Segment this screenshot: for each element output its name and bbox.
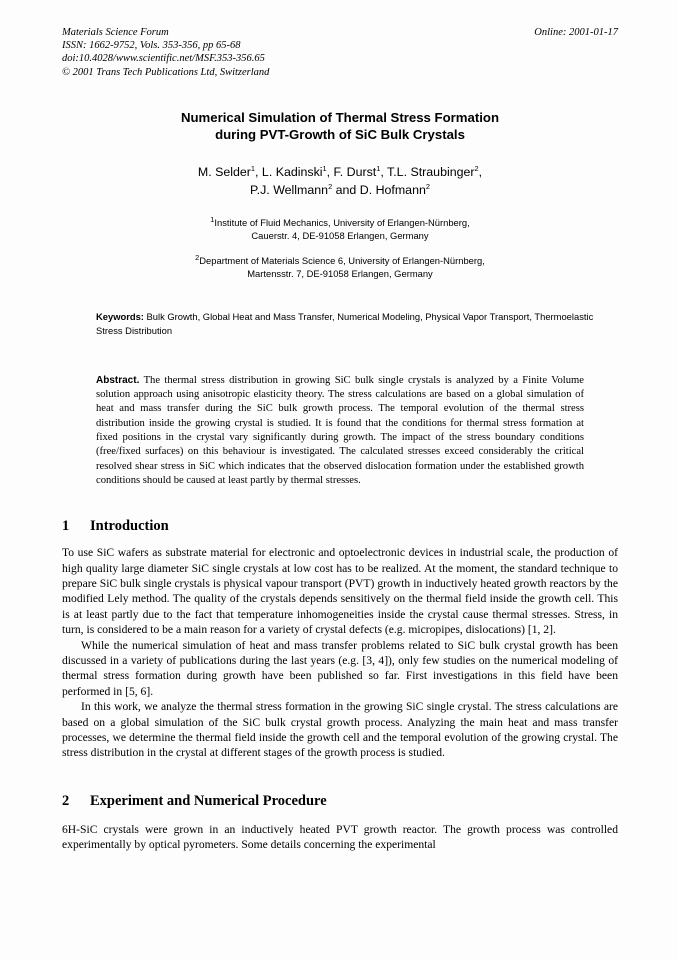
affiliation-2-line-2: Martensstr. 7, DE-91058 Erlangen, Germany xyxy=(247,267,433,279)
affiliation-2-line-1: $^2$Department of Materials Science 6, University of Erlangen-Nürnberg, xyxy=(195,252,485,266)
section-1-body xyxy=(62,545,618,761)
paragraph: 6H-SiC crystals were grown in an inductively heated PVT growth reactor. The growth process was controlled experimentally by optical pyrometers. Some details concerning the experimental xyxy=(62,822,618,852)
keywords-text: Bulk Growth, Global Heat and Mass Transfer, Numerical Modeling, Physical Vapor Transport, Thermoelastic Stress Distribution xyxy=(96,310,594,336)
header-journal-info xyxy=(62,26,392,79)
section-2-title: Experiment and Numerical Procedure xyxy=(90,792,327,809)
title-line-2: during PVT-Growth of SiC Bulk Crystals xyxy=(215,126,465,142)
copyright-line: © 2001 Trans Tech Publications Ltd, Switzerland xyxy=(62,66,270,78)
section-2-body xyxy=(62,822,618,853)
page-title xyxy=(62,109,618,143)
journal-name: Materials Science Forum xyxy=(62,27,169,38)
section-1-number: 1 xyxy=(62,518,70,535)
keywords-block xyxy=(62,310,618,338)
issn-line: ISSN: 1662-9752, Vols. 353-356, pp 65-68 xyxy=(62,40,241,52)
doi-line: doi:10.4028/www.scientific.net/MSF.353-356.65 xyxy=(62,53,265,65)
paragraph: While the numerical simulation of heat and mass transfer problems related to SiC bulk crystal growth has been discussed in a variety of publications during the last years (e.g. [3, 4]), only few studies on the numerical modeling of thermal stress formation during growth have been published so far. First investigations in this field have been performed in [5, 6]. xyxy=(62,638,618,698)
abstract-block xyxy=(62,374,618,488)
section-heading-2 xyxy=(62,793,618,810)
section-1-title: Introduction xyxy=(90,518,169,535)
section-heading-1 xyxy=(62,518,618,535)
page-header xyxy=(62,26,618,79)
author-line-2: P.J. Wellmann$^2$ and D. Hofmann$^2$ xyxy=(250,181,430,197)
paragraph: To use SiC wafers as substrate material for electronic and optoelectronic devices in industrial scale, the production of high quality large diameter SiC single crystals at low cost has to be realized. At the moment, the standard technique to prepare SiC bulk single crystals is physical vapour transport (PVT) growth in inductively heated growth reactors by the modified Lely method. The quality of the crystals depends sensitively on the thermal field inside the growth cell. This is at least partly due to the fact that temperature inhomogeneities inside the crystal cause thermal stresses. Stress, in turn, is considered to be a main reason for a variety of crystal defects (e.g. micropipes, dislocations) [1, 2]. xyxy=(62,546,618,637)
paragraph: In this work, we analyze the thermal stress formation in the growing SiC single crystal. The stress calculations are based on a global simulation of the SiC bulk crystal growth process. Analyzing the main heat and mass transfer processes, we determine the thermal field inside the growth cell and the temporal evolution of the growing crystal. The stress distribution in the crystal at different stages of the growth process is studied. xyxy=(62,700,618,760)
affiliation-1 xyxy=(62,216,618,242)
abstract-text: The thermal stress distribution in growing SiC bulk single crystals is analyzed by a Finite Volume solution approach using anisotropic elasticity theory. The stress calculations are based on a global simulation of heat and mass transfer during the SiC bulk growth process. The temporal evolution of the thermal stress distribution inside the growing crystal is studied. It is found that the conditions for thermal stress formation at fixed positions in the crystal vary significantly during growth. The impact of the stress boundary conditions (free/fixed surfaces) on this behaviour is investigated. The calculated stresses exceed considerably the critical resolved shear stress in SiC which indicates that the observed dislocation formation under the established growth conditions should be caused at least partly by thermal stresses. xyxy=(96,374,584,486)
affiliation-1-line-1: $^1$Institute of Fluid Mechanics, University of Erlangen-Nürnberg, xyxy=(210,214,470,228)
affiliation-1-line-2: Cauerstr. 4, DE-91058 Erlangen, Germany xyxy=(251,229,429,241)
author-list xyxy=(62,163,618,199)
keywords-label: Keywords: xyxy=(96,310,144,322)
title-line-1: Numerical Simulation of Thermal Stress Formation xyxy=(180,109,500,125)
online-date: Online: 2001-01-17 xyxy=(534,27,618,38)
author-line-1: M. Selder$^1$, L. Kadinski$^1$, F. Durst$^1$, T.L. Straubinger$^2$, xyxy=(197,163,483,179)
section-2-number: 2 xyxy=(62,792,70,809)
abstract-label: Abstract. xyxy=(96,374,140,386)
affiliation-2 xyxy=(62,254,618,280)
